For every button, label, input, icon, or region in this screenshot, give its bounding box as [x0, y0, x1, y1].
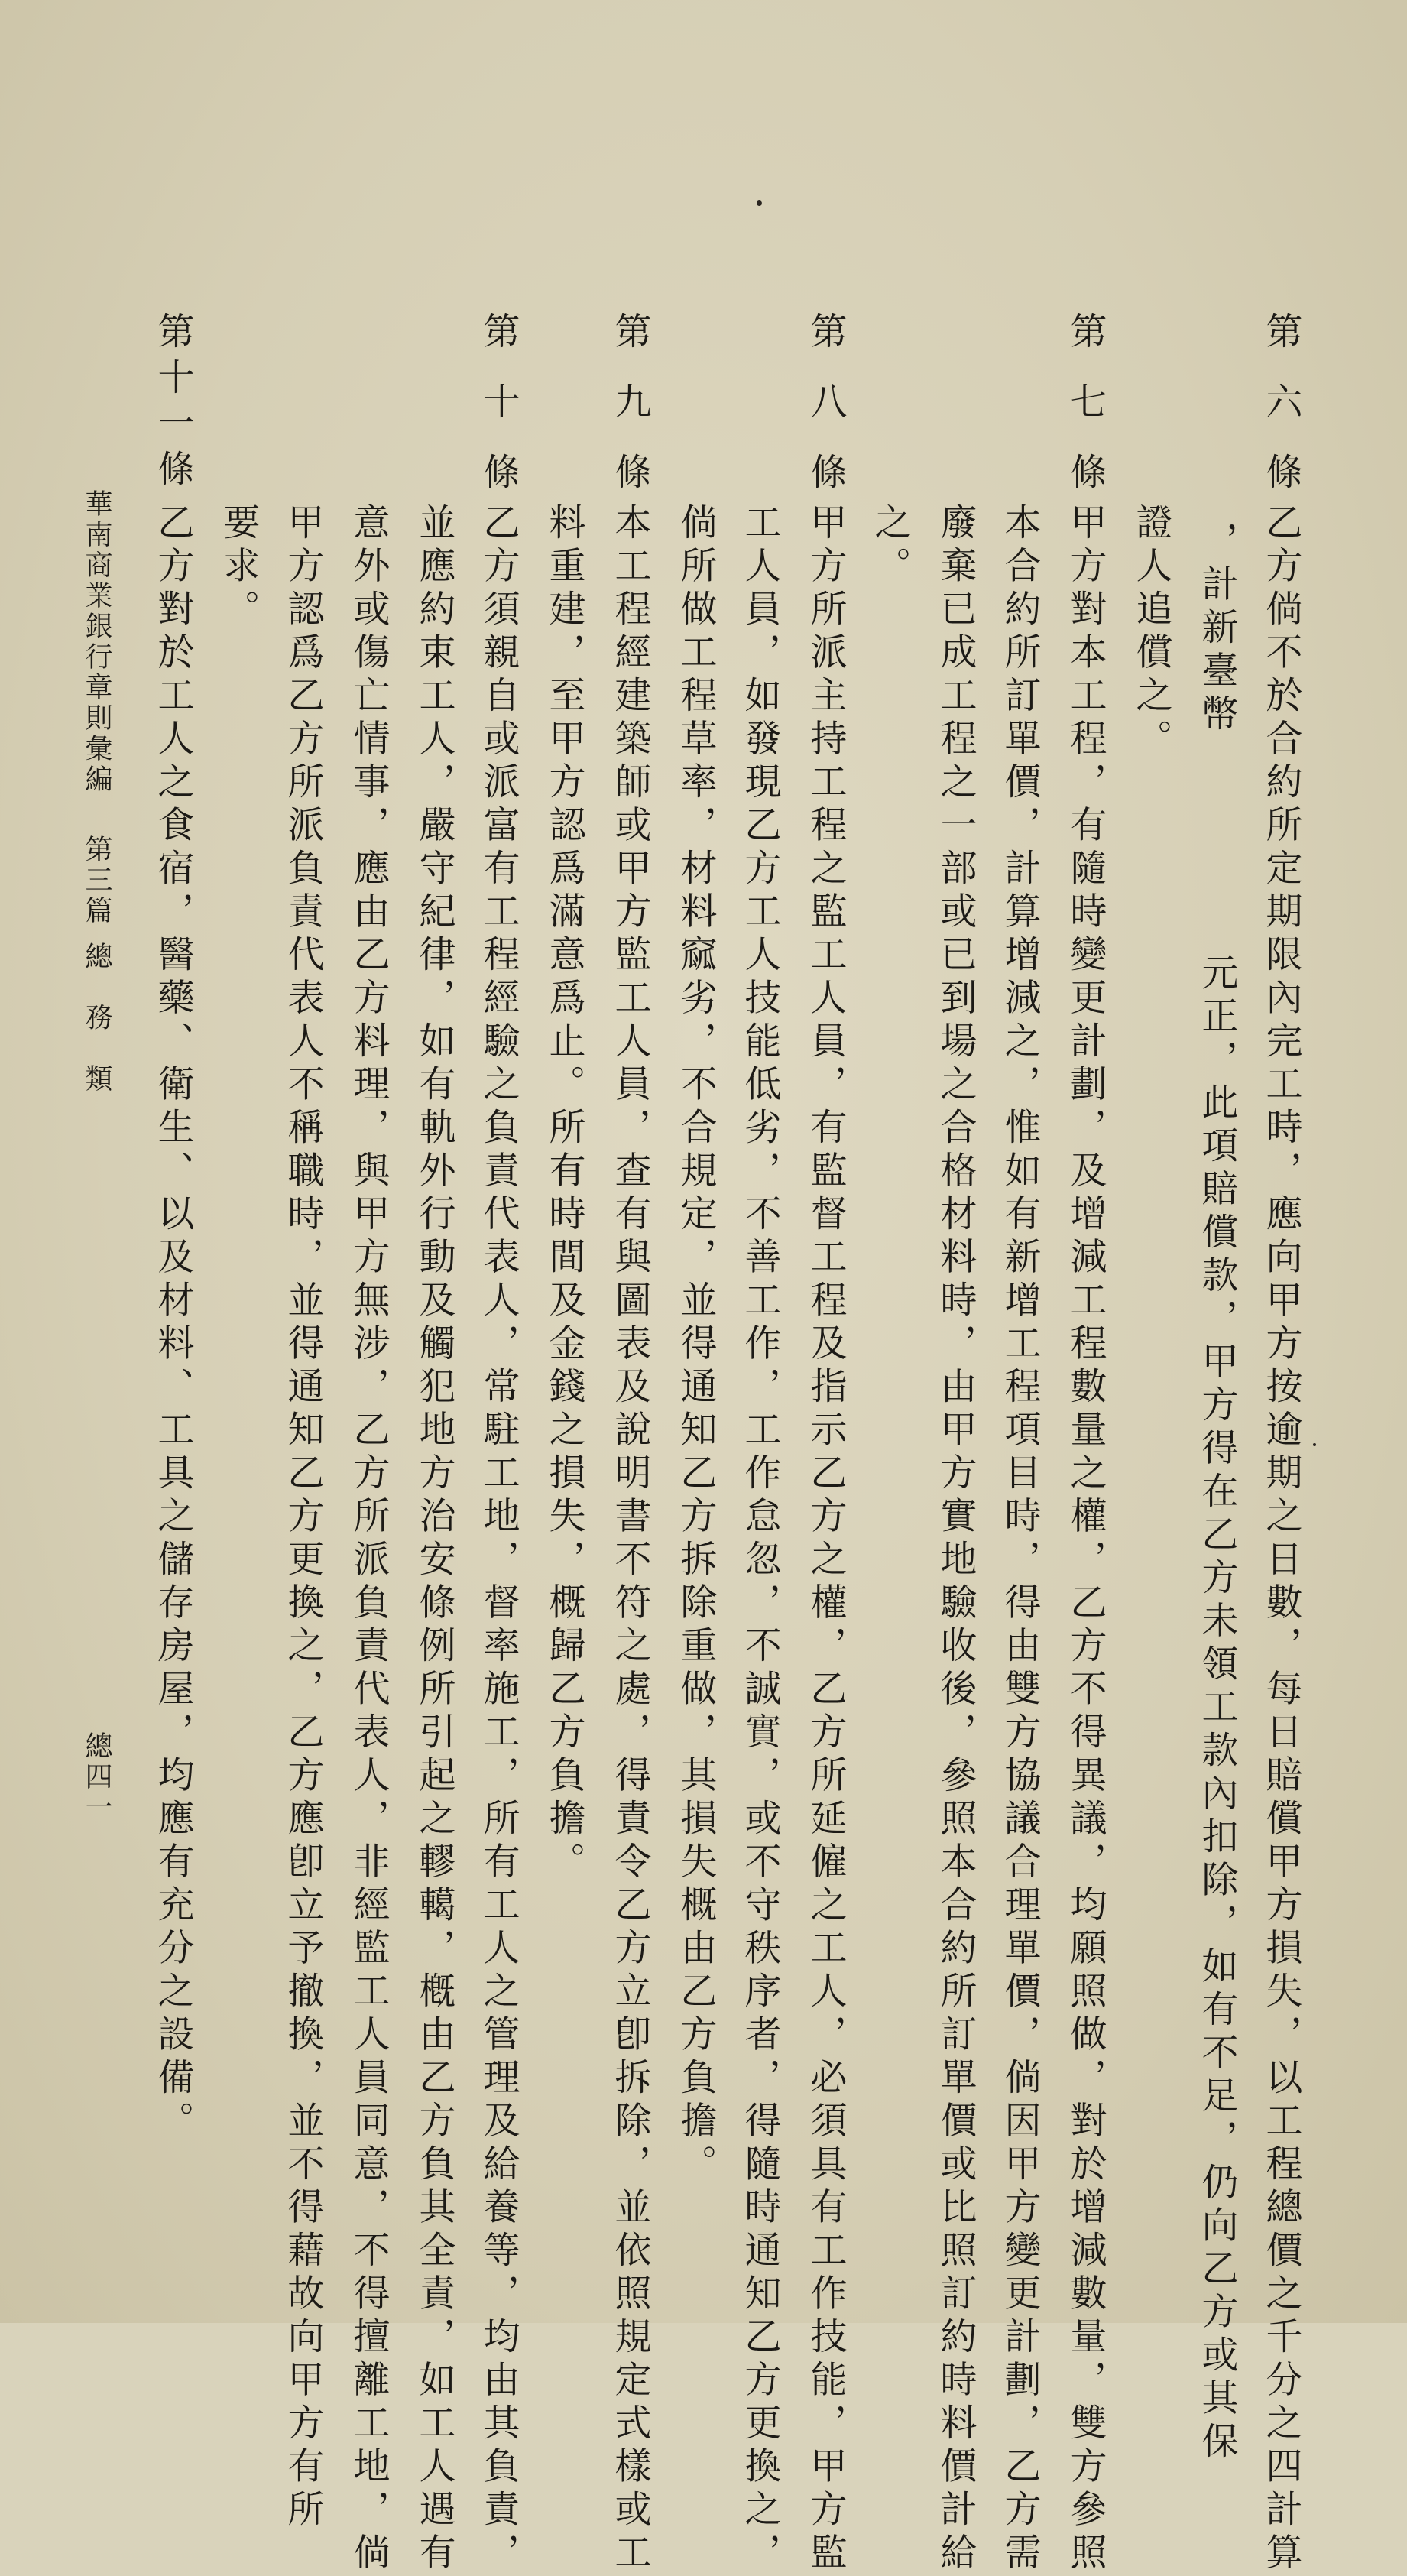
section-label: 第三篇 [81, 835, 112, 926]
article-11-line-1: 乙方對於工人之食宿，醫藥、衛生、以及材料、工具之儲存房屋，均應有充分之設備。 [151, 503, 194, 2144]
article-7-line-4: 之。 [868, 503, 911, 589]
article-8-line-3: 倘所做工程草率，材料窳劣，不合規定，並得通知乙方拆除重做，其損失概由乙方負擔。 [674, 503, 717, 2188]
article-10-line-3: 意外或傷亡情事，應由乙方料理，與甲方無涉，乙方所派負責代表人，非經監工人員同意，不得擅離工地，倘 [347, 503, 390, 2576]
paper-speck [757, 200, 762, 206]
article-10-line-4: 甲方認爲乙方所派負責代表人不稱職時，並得通知乙方更換之，乙方應卽立予撤換，並不得藉故向甲方有所 [281, 503, 324, 2533]
article-8-number: 第八條 [804, 312, 847, 523]
article-6-line-3: 證人追償之。 [1130, 503, 1172, 762]
article-6-number: 第六條 [1259, 312, 1302, 523]
article-7-line-3: 廢棄已成工程之一部或已到場之合格材料時，由甲方實地驗收後，參照本合約所訂單價或比照訂約時料價計給 [934, 503, 977, 2576]
book-title: 華南商業銀行章則彙編 [81, 489, 112, 795]
article-9-line-1: 本工程經建築師或甲方監工人員，查有與圖表及說明書不符之處，得責令乙方立卽拆除，並依照規定式樣或工 [608, 503, 651, 2576]
article-9-number: 第九條 [608, 312, 651, 523]
page-number: 總四一 [81, 1731, 112, 1823]
article-7-line-1: 甲方對本工程，有隨時變更計劃，及增減工程數量之權，乙方不得異議，均願照做，對於增減數量，雙方參照 [1064, 503, 1107, 2576]
article-6-line-2: ，計新臺幣 元正，此項賠償款，甲方得在乙方未領工款內扣除，如有不足，仍向乙方或其保 [1195, 521, 1238, 2465]
article-7-line-2: 本合約所訂單價，計算增減之，惟如有新增工程項目時，得由雙方協議合理單價，倘因甲方變更計劃，乙方需 [998, 503, 1041, 2576]
paper-speck [1313, 1443, 1316, 1446]
article-10-line-2: 並應約束工人，嚴守紀律，如有軌外行動及觸犯地方治安條例所引起之轇轕，槪由乙方負其全責，如工人遇有 [413, 503, 455, 2576]
category-label: 總 務 類 [81, 942, 112, 1095]
article-8-line-1: 甲方所派主持工程之監工人員，有監督工程及指示乙方之權，乙方所延僱之工人，必須具有工作技能，甲方監 [804, 503, 847, 2576]
article-10-number: 第十條 [477, 312, 520, 523]
article-8-line-2: 工人員，如發現乙方工人技能低劣，不善工作，工作怠忽，不誠實，或不守秩序者，得隨時通知乙方更換之， [738, 503, 781, 2576]
article-7-number: 第七條 [1064, 312, 1107, 523]
article-6-line-1: 乙方倘不於合約所定期限內完工時，應向甲方按逾期之日數，每日賠償甲方損失，以工程總價之千分之四計算 [1259, 503, 1302, 2576]
article-11-number: 第十一條 [151, 312, 194, 495]
article-10-line-5: 要求。 [217, 503, 260, 633]
page-footer [83, 489, 110, 1095]
article-9-line-2: 料重建，至甲方認爲滿意爲止。所有時間及金錢之損失，概歸乙方負擔。 [543, 503, 585, 1885]
article-10-line-1: 乙方須親自或派富有工程經驗之負責代表人，常駐工地，督率施工，所有工人之管理及給養等，均由其負責， [477, 503, 520, 2576]
